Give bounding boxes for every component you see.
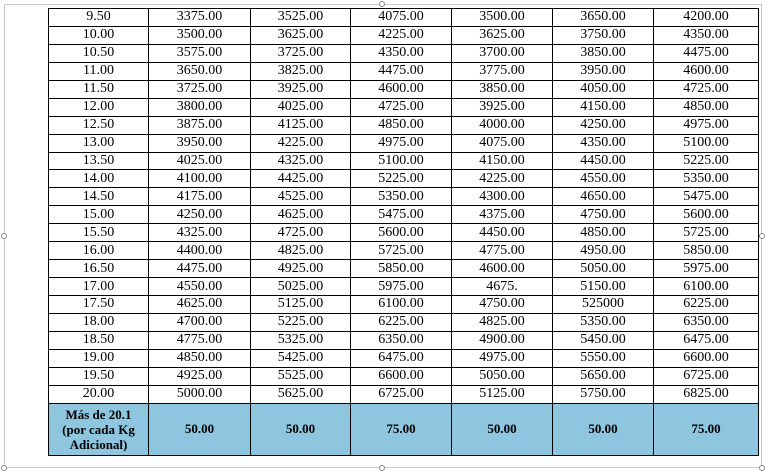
rate-cell: 3950.00	[553, 62, 654, 80]
rate-cell: 4350.00	[351, 44, 452, 62]
rate-table	[48, 8, 759, 456]
rate-cell: 4100.00	[149, 170, 251, 188]
rate-cell: 4600.00	[654, 62, 759, 80]
rate-cell: 4850.00	[654, 98, 759, 116]
table-row	[49, 44, 759, 62]
rate-cell: 4775.00	[149, 331, 251, 349]
rate-cell: 5425.00	[251, 349, 351, 367]
additional-rate-cell: 75.00	[654, 403, 759, 455]
rate-cell: 5975.00	[351, 278, 452, 296]
weight-cell: 10.50	[49, 44, 149, 62]
rate-cell: 3725.00	[149, 80, 251, 98]
weight-cell: 17.00	[49, 278, 149, 296]
rate-cell: 5650.00	[553, 367, 654, 385]
rate-cell: 4325.00	[149, 224, 251, 242]
label-line: Más de 20.1	[65, 406, 132, 422]
rate-cell: 3875.00	[149, 116, 251, 134]
rate-cell: 5350.00	[654, 170, 759, 188]
rate-cell: 4450.00	[452, 224, 553, 242]
rate-cell: 5125.00	[452, 385, 553, 403]
rate-cell: 4525.00	[251, 188, 351, 206]
weight-cell: 15.50	[49, 224, 149, 242]
rate-cell: 4650.00	[553, 188, 654, 206]
rate-cell: 6100.00	[654, 278, 759, 296]
rate-cell: 4925.00	[149, 367, 251, 385]
rate-cell: 3650.00	[149, 62, 251, 80]
rate-cell: 4225.00	[251, 134, 351, 152]
rate-cell: 4150.00	[553, 98, 654, 116]
footer-row	[49, 403, 759, 455]
resize-handle-right[interactable]	[759, 233, 765, 239]
table-row	[49, 188, 759, 206]
rate-cell: 4250.00	[149, 206, 251, 224]
rate-cell: 6225.00	[654, 296, 759, 314]
table-row	[49, 152, 759, 170]
table-row	[49, 98, 759, 116]
additional-rate-cell: 75.00	[351, 403, 452, 455]
weight-cell: 14.50	[49, 188, 149, 206]
rate-cell: 5350.00	[553, 313, 654, 331]
rate-cell: 4150.00	[452, 152, 553, 170]
rate-cell: 5100.00	[351, 152, 452, 170]
rate-cell: 4675.	[452, 278, 553, 296]
rate-cell: 3925.00	[251, 80, 351, 98]
table-row	[49, 385, 759, 403]
rate-cell: 4250.00	[553, 116, 654, 134]
resize-handle-bottom-right[interactable]	[759, 465, 765, 471]
rate-cell: 4475.00	[654, 44, 759, 62]
rate-cell: 5150.00	[553, 278, 654, 296]
rate-cell: 5475.00	[351, 206, 452, 224]
rate-cell: 4350.00	[553, 134, 654, 152]
rate-cell: 5025.00	[251, 278, 351, 296]
rate-cell: 3500.00	[149, 26, 251, 44]
table-row	[49, 26, 759, 44]
rate-cell: 5225.00	[251, 313, 351, 331]
weight-cell: 12.50	[49, 116, 149, 134]
additional-rate-cell: 50.00	[251, 403, 351, 455]
rate-cell: 6475.00	[654, 331, 759, 349]
rate-cell: 4075.00	[452, 134, 553, 152]
weight-cell: 15.00	[49, 206, 149, 224]
rate-cell: 6350.00	[654, 313, 759, 331]
rate-cell: 5550.00	[553, 349, 654, 367]
rate-cell: 4075.00	[351, 9, 452, 27]
rate-cell: 3575.00	[149, 44, 251, 62]
rate-cell: 6725.00	[351, 385, 452, 403]
rate-cell: 5850.00	[654, 242, 759, 260]
rate-cell: 4975.00	[452, 349, 553, 367]
rate-cell: 5225.00	[654, 152, 759, 170]
table-row	[49, 242, 759, 260]
rate-cell: 4125.00	[251, 116, 351, 134]
rate-cell: 4600.00	[452, 260, 553, 278]
rate-cell: 3700.00	[452, 44, 553, 62]
rate-cell: 3850.00	[452, 80, 553, 98]
weight-cell: 12.00	[49, 98, 149, 116]
rate-cell: 4950.00	[553, 242, 654, 260]
rate-cell: 4750.00	[553, 206, 654, 224]
rate-cell: 3500.00	[452, 9, 553, 27]
rate-cell: 5100.00	[654, 134, 759, 152]
rate-cell: 5450.00	[553, 331, 654, 349]
table-row	[49, 313, 759, 331]
rate-cell: 4550.00	[553, 170, 654, 188]
rate-cell: 3850.00	[553, 44, 654, 62]
weight-cell: 14.00	[49, 170, 149, 188]
table-row	[49, 134, 759, 152]
rate-cell: 3725.00	[251, 44, 351, 62]
table-row	[49, 367, 759, 385]
rate-cell: 4600.00	[351, 80, 452, 98]
rate-cell: 4225.00	[351, 26, 452, 44]
rate-cell: 5050.00	[553, 260, 654, 278]
table-row	[49, 224, 759, 242]
rate-cell: 4025.00	[149, 152, 251, 170]
rate-cell: 5600.00	[351, 224, 452, 242]
weight-cell: 13.50	[49, 152, 149, 170]
weight-cell: 10.00	[49, 26, 149, 44]
rate-cell: 4900.00	[452, 331, 553, 349]
rate-cell: 6350.00	[351, 331, 452, 349]
rate-cell: 4725.00	[251, 224, 351, 242]
rate-cell: 4850.00	[553, 224, 654, 242]
rate-cell: 4850.00	[149, 349, 251, 367]
label-line: (por cada Kg	[62, 421, 135, 437]
rate-cell: 5625.00	[251, 385, 351, 403]
rate-cell: 5600.00	[654, 206, 759, 224]
rate-cell: 5350.00	[351, 188, 452, 206]
rate-cell: 4850.00	[351, 116, 452, 134]
rate-cell: 4225.00	[452, 170, 553, 188]
rate-cell: 6100.00	[351, 296, 452, 314]
rate-cell: 5475.00	[654, 188, 759, 206]
rate-cell: 4625.00	[251, 206, 351, 224]
rate-cell: 4975.00	[351, 134, 452, 152]
rate-cell: 3925.00	[452, 98, 553, 116]
weight-cell: 18.50	[49, 331, 149, 349]
table-row	[49, 331, 759, 349]
resize-handle-bottom-left[interactable]	[1, 465, 7, 471]
rate-cell: 4200.00	[654, 9, 759, 27]
rate-cell: 4000.00	[452, 116, 553, 134]
table-row	[49, 260, 759, 278]
rate-cell: 4825.00	[452, 313, 553, 331]
rate-cell: 5125.00	[251, 296, 351, 314]
rate-cell: 4300.00	[452, 188, 553, 206]
weight-cell: 16.00	[49, 242, 149, 260]
rate-cell: 4175.00	[149, 188, 251, 206]
table-row	[49, 278, 759, 296]
rate-cell: 4025.00	[251, 98, 351, 116]
rate-cell: 5050.00	[452, 367, 553, 385]
weight-cell: 11.50	[49, 80, 149, 98]
rate-cell: 525000	[553, 296, 654, 314]
resize-handle-left[interactable]	[1, 233, 7, 239]
rate-cell: 3650.00	[553, 9, 654, 27]
weight-cell: 13.00	[49, 134, 149, 152]
rate-cell: 4975.00	[654, 116, 759, 134]
label-line: Adicional)	[69, 436, 128, 452]
rate-cell: 3825.00	[251, 62, 351, 80]
weight-cell: 19.00	[49, 349, 149, 367]
rate-cell: 4550.00	[149, 278, 251, 296]
rate-cell: 3950.00	[149, 134, 251, 152]
rate-cell: 4325.00	[251, 152, 351, 170]
rate-cell: 3375.00	[149, 9, 251, 27]
additional-rate-cell: 50.00	[452, 403, 553, 455]
rate-cell: 6725.00	[654, 367, 759, 385]
rate-cell: 4400.00	[149, 242, 251, 260]
rate-cell: 4775.00	[452, 242, 553, 260]
weight-cell: 11.00	[49, 62, 149, 80]
table-row	[49, 9, 759, 27]
table-row	[49, 62, 759, 80]
rate-cell: 4450.00	[553, 152, 654, 170]
weight-cell: 20.00	[49, 385, 149, 403]
rate-cell: 4050.00	[553, 80, 654, 98]
rate-cell: 4475.00	[149, 260, 251, 278]
rate-cell: 5000.00	[149, 385, 251, 403]
rate-cell: 4825.00	[251, 242, 351, 260]
rate-cell: 6225.00	[351, 313, 452, 331]
weight-cell: 17.50	[49, 296, 149, 314]
rate-cell: 5225.00	[351, 170, 452, 188]
resize-handle-top[interactable]	[379, 1, 385, 7]
weight-cell: 18.00	[49, 313, 149, 331]
weight-cell: 19.50	[49, 367, 149, 385]
rate-cell: 5525.00	[251, 367, 351, 385]
rate-cell: 5750.00	[553, 385, 654, 403]
rate-cell: 4475.00	[351, 62, 452, 80]
rate-cell: 4750.00	[452, 296, 553, 314]
rate-cell: 5725.00	[351, 242, 452, 260]
additional-rate-cell: 50.00	[553, 403, 654, 455]
rate-cell: 4425.00	[251, 170, 351, 188]
rate-cell: 5725.00	[654, 224, 759, 242]
rate-cell: 4700.00	[149, 313, 251, 331]
rate-cell: 4725.00	[654, 80, 759, 98]
additional-kg-label	[49, 403, 149, 455]
rate-cell: 4725.00	[351, 98, 452, 116]
rate-cell: 3525.00	[251, 9, 351, 27]
rate-cell: 3625.00	[251, 26, 351, 44]
rate-cell: 4375.00	[452, 206, 553, 224]
rate-cell: 6825.00	[654, 385, 759, 403]
weight-cell: 9.50	[49, 9, 149, 27]
rate-cell: 6600.00	[351, 367, 452, 385]
resize-handle-bottom[interactable]	[379, 465, 385, 471]
additional-rate-cell: 50.00	[149, 403, 251, 455]
rate-cell: 4925.00	[251, 260, 351, 278]
rate-cell: 3625.00	[452, 26, 553, 44]
rate-cell: 3750.00	[553, 26, 654, 44]
rate-cell: 5850.00	[351, 260, 452, 278]
rate-cell: 4625.00	[149, 296, 251, 314]
rate-cell: 6475.00	[351, 349, 452, 367]
table-row	[49, 116, 759, 134]
table-row	[49, 296, 759, 314]
rate-cell: 5975.00	[654, 260, 759, 278]
rate-cell: 5325.00	[251, 331, 351, 349]
table-row	[49, 349, 759, 367]
table-row	[49, 206, 759, 224]
table-row	[49, 170, 759, 188]
weight-cell: 16.50	[49, 260, 149, 278]
rate-cell: 3775.00	[452, 62, 553, 80]
rate-cell: 6600.00	[654, 349, 759, 367]
rate-cell: 4350.00	[654, 26, 759, 44]
table-row	[49, 80, 759, 98]
rate-cell: 3800.00	[149, 98, 251, 116]
